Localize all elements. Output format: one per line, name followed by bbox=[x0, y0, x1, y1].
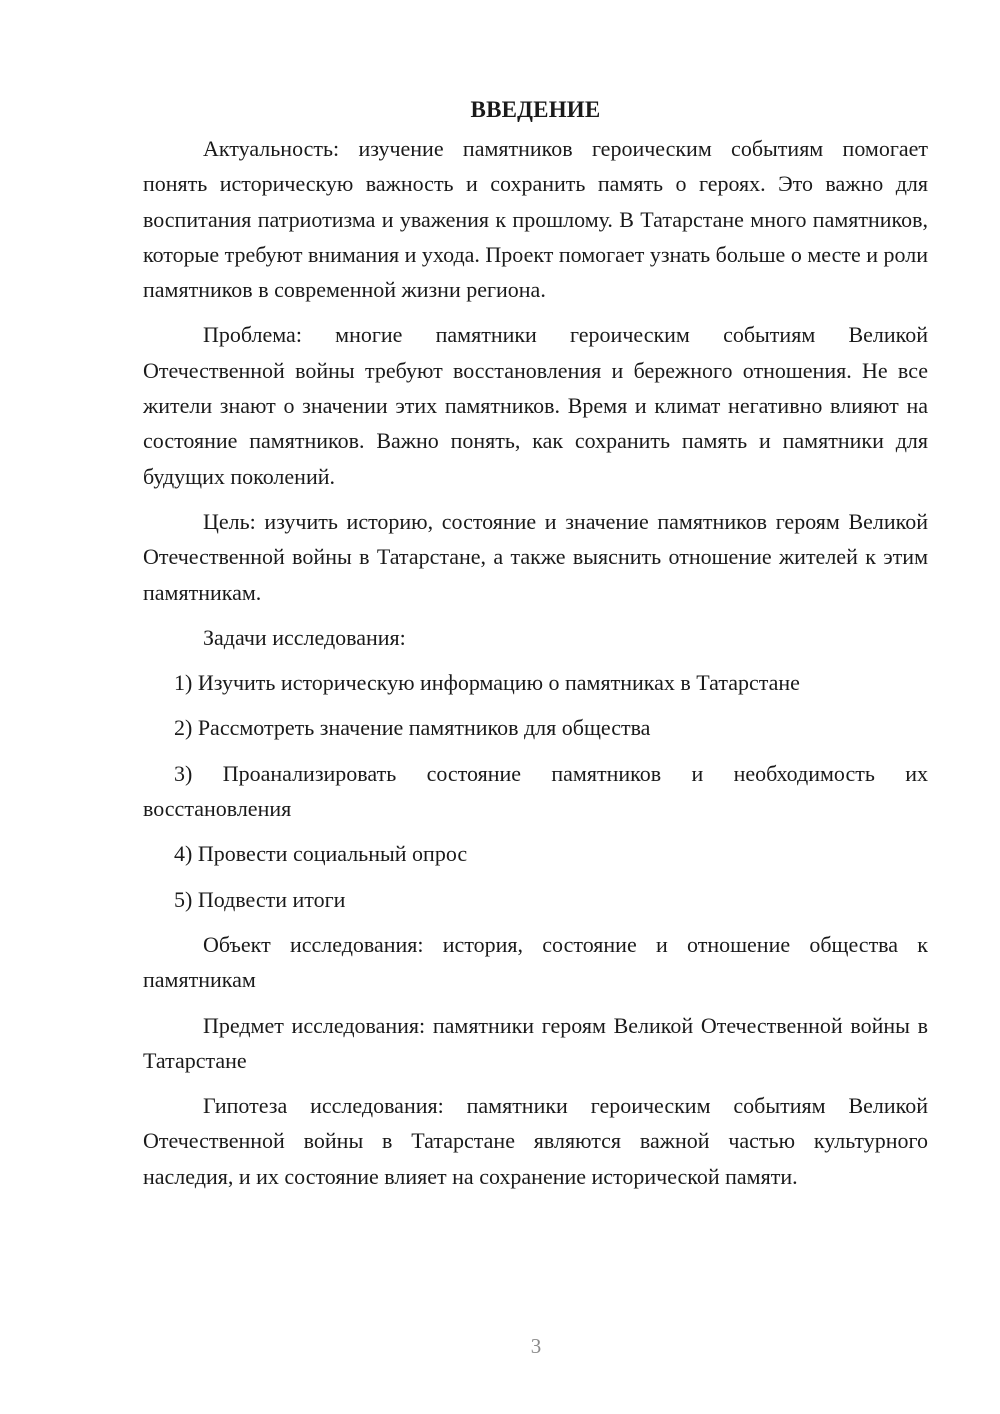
task-item: 5) Подвести итоги bbox=[174, 886, 346, 912]
problem-paragraph: Проблема: многие памятники героическим событиям Великой Отечественной войны требуют восстановления и бережного отношения. Не все жители знают о значении этих памятников. Время и климат негативно влияют на состояние памятников. Важно понять, как сохранить память и памятники для будущих поколений. bbox=[143, 322, 928, 489]
hypothesis-paragraph: Гипотеза исследования: памятники героическим событиям Великой Отечественной войны в Татарстане являются важной частью культурного наследия, и их состояние влияет на сохранение исторической памяти. bbox=[143, 1093, 928, 1189]
task-item: 3) Проанализировать состояние памятников и необходимость их восстановления bbox=[143, 760, 928, 822]
page-number: 3 bbox=[530, 1334, 542, 1358]
object-paragraph: Объект исследования: история, состояние и отношение общества к памятникам bbox=[143, 931, 928, 993]
task-item: 2) Рассмотреть значение памятников для общества bbox=[174, 715, 651, 741]
relevance-paragraph: Актуальность: изучение памятников героическим событиям помогает понять историческую важность и сохранить память о героях. Это важно для воспитания патриотизма и уважения к прошлому. В Татарстане много памятников, которые требуют внимания и ухода. Проект помогает узнать больше о месте и роли памятников в современной жизни региона. bbox=[143, 136, 928, 303]
subject-paragraph: Предмет исследования: памятники героям Великой Отечественной войны в Татарстане bbox=[143, 1012, 928, 1073]
goal-paragraph: Цель: изучить историю, состояние и значение памятников героям Великой Отечественной войны в Татарстане, а также выяснить отношение жителей к этим памятникам. bbox=[143, 508, 928, 605]
document-page bbox=[143, 92, 928, 1194]
tasks-heading: Задачи исследования: bbox=[203, 624, 406, 650]
task-item: 4) Провести социальный опрос bbox=[174, 841, 468, 867]
document-title: ВВЕДЕНИЕ bbox=[470, 97, 601, 122]
task-item: 1) Изучить историческую информацию о памятниках в Татарстане bbox=[174, 670, 800, 696]
